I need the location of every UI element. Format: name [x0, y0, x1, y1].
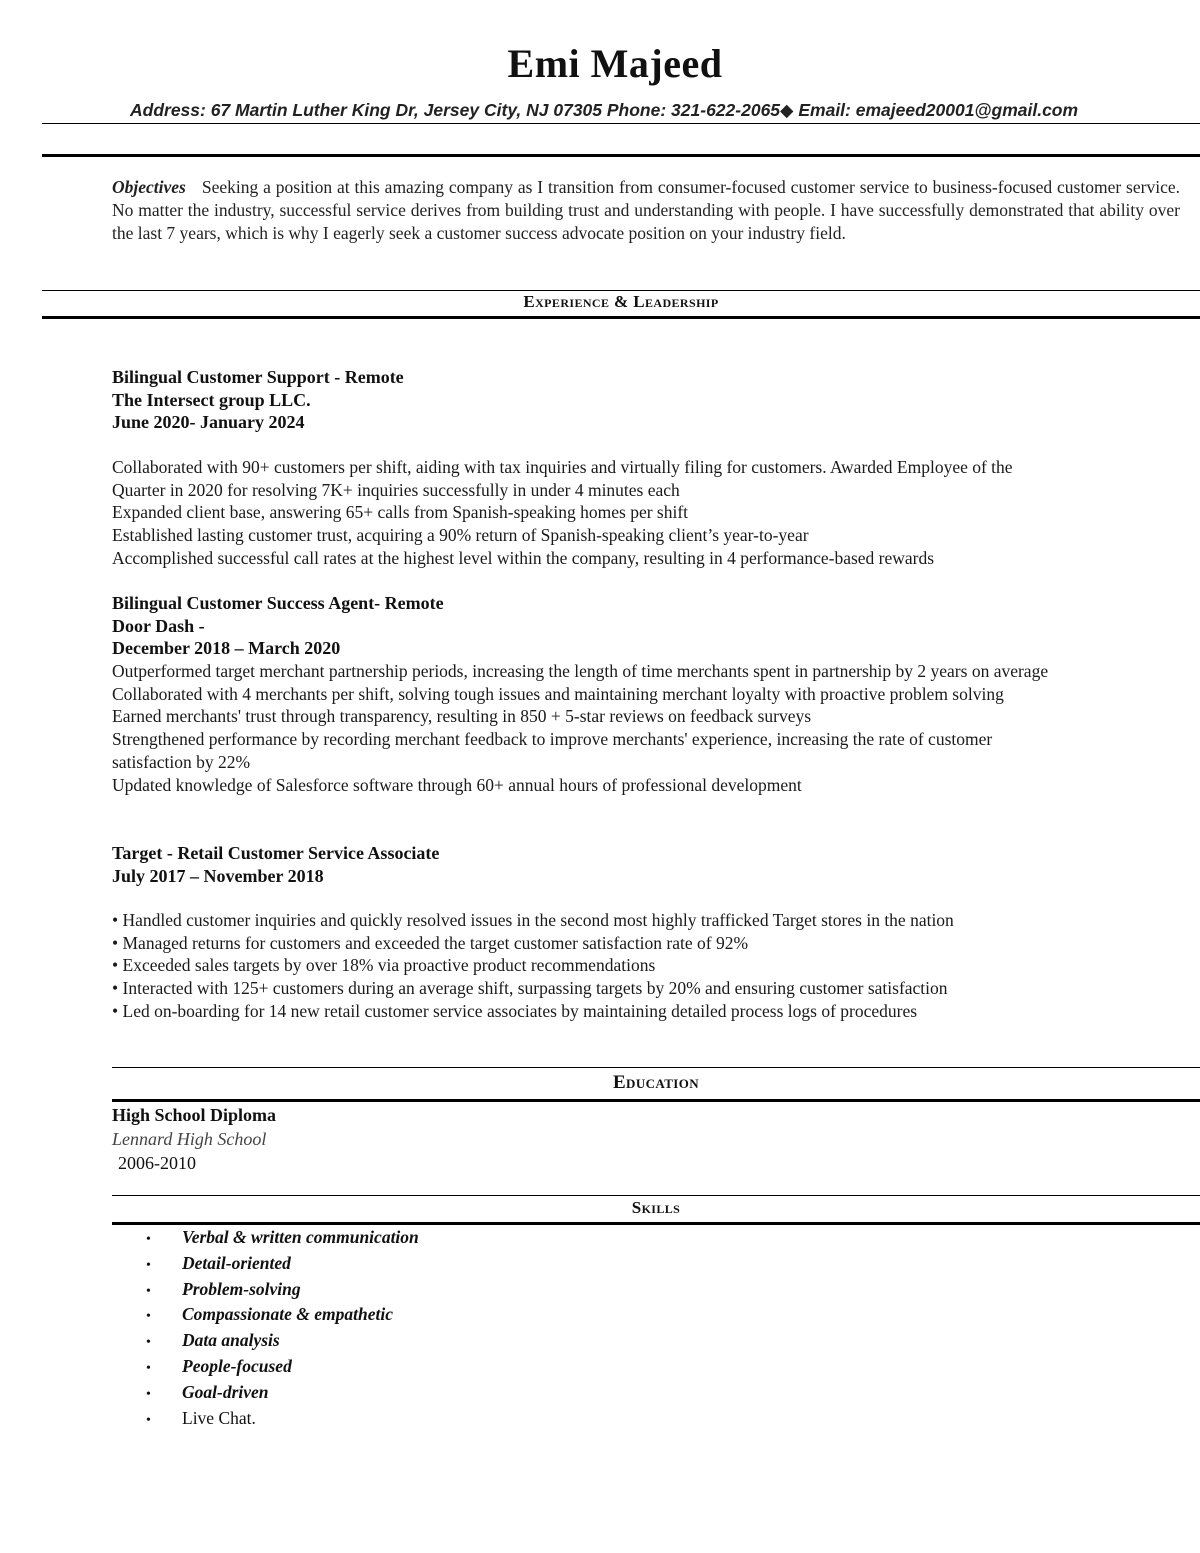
skills-heading: Skills [631, 1198, 681, 1217]
objective-paragraph [112, 176, 1180, 245]
job-detail-line: • Handled customer inquiries and quickly resolved issues in the second most highly trafficked Target stores in the nation [112, 910, 954, 930]
skill-label: Verbal & written communication [182, 1227, 419, 1247]
skill-item [146, 1355, 419, 1381]
skills-rule-top [112, 1195, 1200, 1196]
job-detail-line: Collaborated with 4 merchants per shift, solving tough issues and maintaining merchant loyalty with proactive problem solving [112, 683, 1004, 704]
skill-item [146, 1381, 419, 1407]
skill-item [146, 1252, 419, 1278]
skill-label: Goal-driven [182, 1381, 269, 1402]
job-details [112, 456, 1013, 570]
skill-label: Data analysis [182, 1330, 280, 1351]
experience-rule-bottom [42, 316, 1200, 319]
experience-heading: Experience & Leadership [523, 292, 719, 311]
education-rule-bottom [112, 1099, 1200, 1102]
job-title: Bilingual Customer Support - Remote [112, 367, 404, 387]
education-years: 2006-2010 [118, 1153, 196, 1173]
job-title: Target - Retail Customer Service Associate [112, 843, 440, 863]
education-rule-top [112, 1067, 1200, 1068]
bullet-icon: • [146, 1257, 151, 1273]
contact-line: Address: 67 Martin Luther King Dr, Jersey City, NJ 07305 Phone: 321-622-2065◆ Email: emajeed20001@gmail.com [130, 100, 1079, 120]
bullet-icon: • [146, 1335, 151, 1351]
job-header [112, 842, 439, 887]
job-header [112, 366, 404, 434]
job-detail-line: Strengthened performance by recording merchant feedback to improve merchants' experience, increasing the rate of customer [112, 729, 993, 750]
header-rule-thick [42, 154, 1200, 157]
job-detail-line: Outperformed target merchant partnership periods, increasing the length of time merchants spent in partnership by 2 years on average [112, 661, 1049, 681]
education-heading: Education [612, 1072, 700, 1093]
skills-rule-bottom [112, 1222, 1200, 1225]
job-title: Bilingual Customer Success Agent- Remote [112, 593, 444, 613]
candidate-name: Emi Majeed [507, 41, 723, 86]
bullet-icon: • [146, 1232, 151, 1247]
job-dates: June 2020- January 2024 [112, 412, 305, 432]
bullet-icon: • [146, 1412, 151, 1428]
skill-label: Live Chat. [182, 1407, 256, 1428]
skills-list [146, 1226, 419, 1432]
skill-item [146, 1329, 419, 1355]
job-detail-line: • Managed returns for customers and exceeded the target customer satisfaction rate of 92% [112, 932, 749, 953]
skill-item [146, 1303, 419, 1329]
header-rule-thin [42, 123, 1200, 124]
job-company: Door Dash - [112, 615, 205, 636]
skill-label: People-focused [182, 1355, 292, 1376]
job-detail-line: Accomplished successful call rates at the highest level within the company, resulting in 4 performance-based rewards [112, 547, 935, 568]
job-detail-line: Updated knowledge of Salesforce software through 60+ annual hours of professional development [112, 774, 802, 795]
job-details [112, 660, 1048, 796]
job-detail-line: • Led on-boarding for 14 new retail customer service associates by maintaining detailed process logs of procedures [112, 1000, 918, 1021]
bullet-icon: • [146, 1283, 151, 1299]
objective-text: Seeking a position at this amazing company as I transition from consumer-focused customer service to business-focused customer service. No matter the industry, successful service derives from building trust and understanding with people. I have successfully demonstrated that ability over the last 7 years, which is why I eagerly seek a customer success advocate position on your industry field. [112, 177, 1180, 243]
job-detail-line: • Interacted with 125+ customers during an average shift, surpassing targets by 20% and ensuring customer satisfaction [112, 978, 948, 999]
skill-item [146, 1407, 419, 1433]
experience-rule-top [42, 290, 1200, 291]
skill-item [146, 1278, 419, 1304]
job-company: The Intersect group LLC. [112, 389, 311, 410]
job-header [112, 592, 444, 660]
job-detail-line: Quarter in 2020 for resolving 7K+ inquiries successfully in under 4 minutes each [112, 479, 680, 500]
skill-label: Problem-solving [182, 1278, 301, 1299]
education-degree: High School Diploma [112, 1105, 277, 1125]
skill-label: Compassionate & empathetic [182, 1304, 393, 1325]
job-dates: December 2018 – March 2020 [112, 638, 341, 658]
education-school: Lennard High School [112, 1129, 267, 1149]
bullet-icon: • [146, 1386, 151, 1402]
skill-label: Detail-oriented [182, 1252, 291, 1273]
job-detail-line: Established lasting customer trust, acquiring a 90% return of Spanish-speaking client’s year-to-year [112, 525, 809, 546]
bullet-icon: • [146, 1309, 151, 1325]
job-detail-line: • Exceeded sales targets by over 18% via proactive product recommendations [112, 955, 656, 976]
job-detail-line: satisfaction by 22% [112, 751, 251, 772]
job-details [112, 909, 954, 1023]
education-entry [112, 1103, 276, 1175]
bullet-icon: • [146, 1360, 151, 1376]
objective-label: Objectives [112, 177, 186, 197]
job-dates: July 2017 – November 2018 [112, 865, 324, 886]
skill-item [146, 1226, 419, 1252]
job-detail-line: Expanded client base, answering 65+ calls from Spanish-speaking homes per shift [112, 502, 689, 523]
job-detail-line: Collaborated with 90+ customers per shift, aiding with tax inquiries and virtually filing for customers. Awarded Employee of the [112, 457, 1013, 477]
job-detail-line: Earned merchants' trust through transparency, resulting in 850 + 5-star reviews on feedback surveys [112, 706, 812, 727]
